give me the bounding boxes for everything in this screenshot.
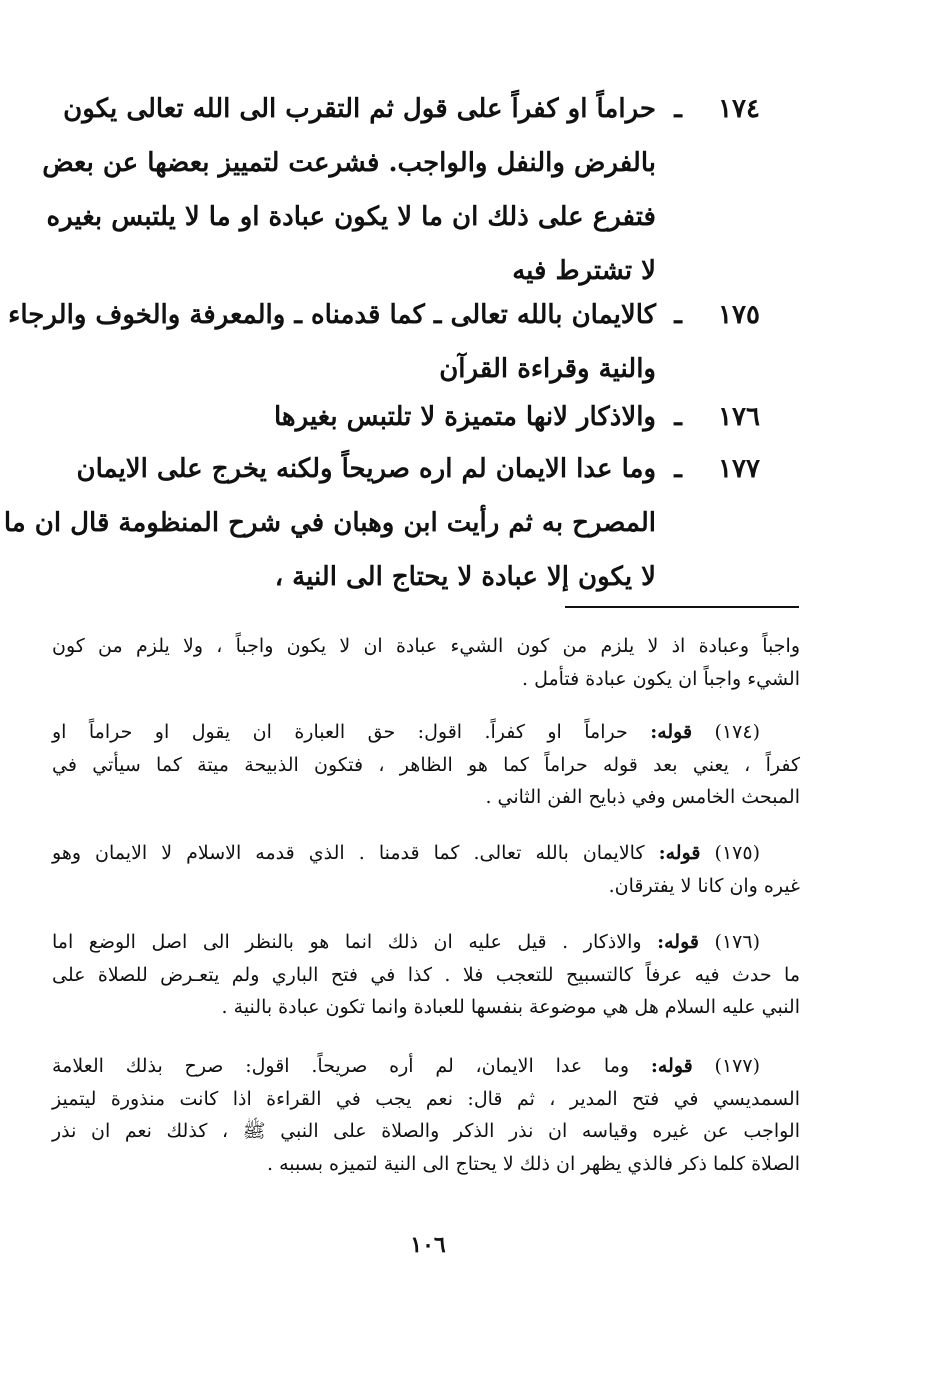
text-line: الصلاة كلما ذكر فالذي يظهر ان ذلك لا يحتاج الى النية لتميزه بسببه . xyxy=(267,1152,800,1175)
text-line: لا يكون إلا عبادة لا يحتاج الى النية ، xyxy=(274,562,656,592)
note-text xyxy=(42,82,656,298)
text-line: والاذكار لانها متميزة لا تلتبس بغيرها xyxy=(273,402,656,432)
footnote-first-line xyxy=(52,1050,800,1083)
footnote-divider xyxy=(565,606,799,608)
footnote-177 xyxy=(52,1050,800,1180)
main-note-174 xyxy=(42,82,760,298)
text-line: المصرح به ثم رأيت ابن وهبان في شرح المنظومة قال ان ما xyxy=(3,508,656,538)
footnote-lead: قوله: xyxy=(657,931,699,953)
text-line: غيره وان كانا لا يفترقان. xyxy=(608,874,800,897)
text-line: الشيء واجباً ان يكون عبادة فتأمل . xyxy=(521,667,800,690)
note-number: ١٧٦ xyxy=(718,402,760,432)
text-line: المبحث الخامس وفي ذبايح الفن الثاني . xyxy=(485,786,800,808)
footnote-lead: قوله: xyxy=(650,1055,693,1077)
text-line: لا تشترط فيه xyxy=(512,256,656,286)
text-line: ما حدث فيه عرفاً كالتسبيح للتعجب فلا . كذا في فتح الباري ولم يتعـرض للصلاة على xyxy=(52,963,800,986)
footnote-lead: قوله: xyxy=(650,721,693,743)
text-line: وما عدا الايمان لم اره صريحاً ولكنه يخرج على الايمان xyxy=(76,454,656,484)
footnote-176 xyxy=(52,926,800,1024)
text-line: وما عدا الايمان، لم أره صريحاً. اقول: صرح بذلك العلامة xyxy=(52,1055,630,1077)
note-dash: ـ xyxy=(674,402,682,432)
note-number: ١٧٧ xyxy=(718,454,760,484)
note-dash: ـ xyxy=(674,94,682,124)
text-line: السمديسي في فتح المدير ، ثم قال: نعم يجب في القراءة اذا كانت منذورة ليتميز xyxy=(52,1087,800,1110)
footnote-174 xyxy=(52,716,800,814)
main-note-177 xyxy=(3,442,760,604)
text-line: واجباً وعبادة اذ لا يلزم من كون الشيء عبادة ان لا يكون واجباً ، ولا يلزم من كون xyxy=(52,635,800,657)
footnote-first-line xyxy=(52,716,800,749)
footnote-lead: قوله: xyxy=(658,842,701,864)
note-dash: ـ xyxy=(674,300,682,330)
footnote-continuation xyxy=(52,630,800,695)
note-text xyxy=(4,442,656,604)
note-number: ١٧٤ xyxy=(718,94,760,124)
text-line: والنية وقراءة القرآن xyxy=(439,354,656,384)
note-text xyxy=(8,288,656,396)
text-line: حراماً او كفراً. اقول: حق العبارة ان يقول او حراماً او xyxy=(52,721,628,743)
page-number: ١٠٦ xyxy=(410,1232,446,1258)
note-number: ١٧٥ xyxy=(718,300,760,330)
note-dash: ـ xyxy=(674,454,682,484)
footnote-number: (١٧٦) xyxy=(714,931,760,953)
main-note-176 xyxy=(48,390,760,444)
footnote-number: (١٧٥) xyxy=(714,842,761,864)
main-note-175 xyxy=(8,288,760,396)
note-text xyxy=(48,390,656,444)
footnote-first-line xyxy=(52,926,800,959)
text-line: والاذكار . قيل عليه ان ذلك انما هو بالنظر الى اصل الوضع اما xyxy=(52,931,642,953)
text-line: حراماً او كفراً على قول ثم التقرب الى الله تعالى يكون xyxy=(63,94,656,124)
text-line: فتفرع على ذلك ان ما لا يكون عبادة او ما لا يلتبس بغيره xyxy=(46,202,656,232)
text-line: بالفرض والنفل والواجب. فشرعت لتمييز بعضها عن بعض xyxy=(42,148,656,178)
text-line: النبي عليه السلام هل هي موضوعة بنفسها للعبادة وانما تكون عبادة بالنية . xyxy=(221,996,800,1018)
text-line: كالايمان بالله تعالى. كما قدمنا . الذي قدمه الاسلام لا الايمان وهو xyxy=(52,842,645,864)
footnote-175 xyxy=(52,837,800,902)
text-line: الواجب عن غيره وقياسه ان نذر الذكر والصلاة على النبي ﷺ ، كذلك نعم ان نذر xyxy=(52,1120,800,1142)
footnote-number: (١٧٤) xyxy=(714,721,760,743)
footnote-number: (١٧٧) xyxy=(714,1055,760,1077)
footnote-first-line xyxy=(52,837,800,870)
text-line: كالايمان بالله تعالى ـ كما قدمناه ـ والمعرفة والخوف والرجاء xyxy=(8,300,656,330)
text-line: كفراً ، يعني بعد قوله حراماً كما هو الظاهر ، فتكون الذبيحة ميتة كما سيأتي في xyxy=(52,753,800,776)
